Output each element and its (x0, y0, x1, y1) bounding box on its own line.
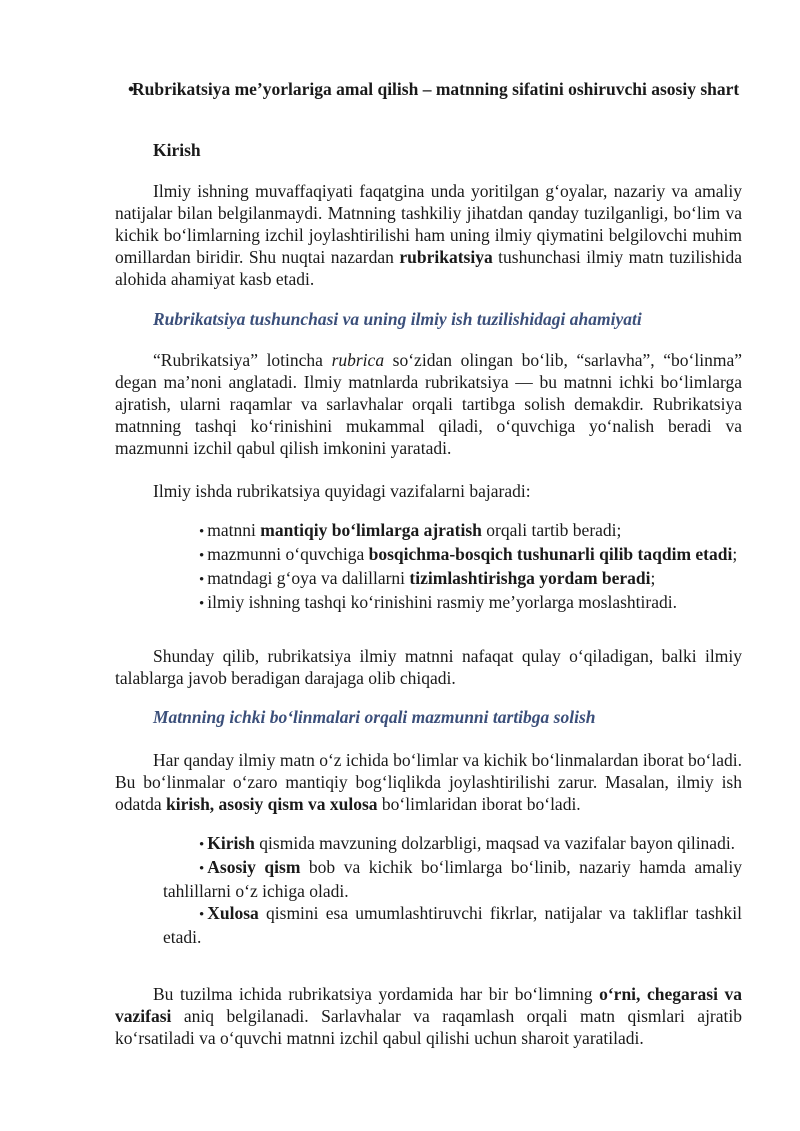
intro-heading: Kirish (153, 140, 201, 160)
section2-bullet-list (163, 832, 742, 948)
section2-paragraph-2: Bu tuzilma ichida rubrikatsiya yordamida har bir bo‘limning o‘rni, chegarasi va vazifasi aniq belgilanadi. Sarlavhalar va raqamlash orqali matn qismlari ajratib ko‘rsatiladi va o‘quvchi matnni izchil qabul qilishi uchun sharoit yaratiladi. (115, 984, 742, 1048)
section2-heading: Matnning ichki bo‘linmalari orqali mazmunni tartibga solish (153, 707, 596, 727)
section1-paragraph-1: “Rubrikatsiya” lotincha rubrica so‘zidan olingan bo‘lib, “sarlavha”, “bo‘linma” degan ma’noni anglatadi. Ilmiy matnlarda rubrikatsiya — bu matnni ichki bo‘limlarga ajratish, ularni raqamlar va sarlavhalar orqali tartibga solish demakdir. Rubrikatsiya matnning tashqi ko‘rinishini mukammal qiladi, o‘quvchiga yo‘nalish beradi va mazmunni izchil qabul qilish imkonini yaratadi. (115, 350, 742, 458)
bullet-icon: • (199, 548, 205, 564)
section2-paragraph-1: Har qanday ilmiy matn o‘z ichida bo‘limlar va kichik bo‘linmalardan iborat bo‘ladi. Bu bo‘linmalar o‘zaro mantiqiy bog‘liqlikda joylashtirilishi zarur. Masalan, ilmiy ish odatda kirish, asosiy qism va xulosa bo‘limlaridan iborat bo‘ladi. (115, 750, 742, 814)
section1-paragraph-3: Shunday qilib, rubrikatsiya ilmiy matnni nafaqat qulay o‘qiladigan, balki ilmiy talablarga javob beradigan darajaga olib chiqadi. (115, 646, 742, 688)
title-text: Rubrikatsiya me’yorlariga amal qilish – matnning sifatini oshiruvchi asosiy shart (132, 79, 740, 99)
bullet-icon: • (199, 837, 205, 853)
bullet-icon: • (199, 524, 205, 540)
section1-heading: Rubrikatsiya tushunchasi va uning ilmiy ish tuzilishidagi ahamiyati (153, 309, 642, 329)
intro-paragraph: Ilmiy ishning muvaffaqiyati faqatgina unda yoritilgan g‘oyalar, nazariy va amaliy natijalar bilan belgilanmaydi. Matnning tashkiliy jihatdan qanday tuzilganligi, bo‘lim va kichik bo‘limlarning izchil joylashtirilishi ham uning ilmiy qiymatini belgilovchi muhim omillardan biridir. Shu nuqtai nazardan rubrikatsiya tushunchasi ilmiy matn tuzilishida alohida ahamiyat kasb etadi. (115, 181, 742, 289)
bullet-icon: • (199, 596, 205, 612)
bullet-icon (94, 78, 134, 100)
bullet-icon: • (199, 861, 205, 877)
section1-paragraph-2: Ilmiy ishda rubrikatsiya quyidagi vazifalarni bajaradi: (153, 481, 531, 501)
list-item: • mazmunni o‘quvchiga bosqichma-bosqich tushunarli qilib taqdim etadi; (199, 544, 738, 564)
bullet-icon: • (199, 572, 205, 588)
list-item: • Xulosa qismini esa umumlashtiruvchi fikrlar, natijalar va takliflar tashkil etadi. (163, 903, 742, 947)
list-item: • matndagi g‘oya va dalillarni tizimlashtirishga yordam beradi; (199, 568, 656, 588)
bullet-icon: • (199, 907, 205, 923)
list-item: • matnni mantiqiy bo‘limlarga ajratish orqali tartib beradi; (199, 520, 622, 540)
document-title (96, 78, 742, 100)
list-item: • ilmiy ishning tashqi ko‘rinishini rasmiy me’yorlarga moslashtiradi. (199, 592, 677, 612)
list-item: • Kirish qismida mavzuning dolzarbligi, maqsad va vazifalar bayon qilinadi. (199, 833, 736, 853)
list-item: • Asosiy qism bob va kichik bo‘limlarga bo‘linib, nazariy hamda amaliy tahlillarni o‘z ichiga oladi. (163, 857, 742, 901)
section1-bullet-list (163, 519, 742, 615)
